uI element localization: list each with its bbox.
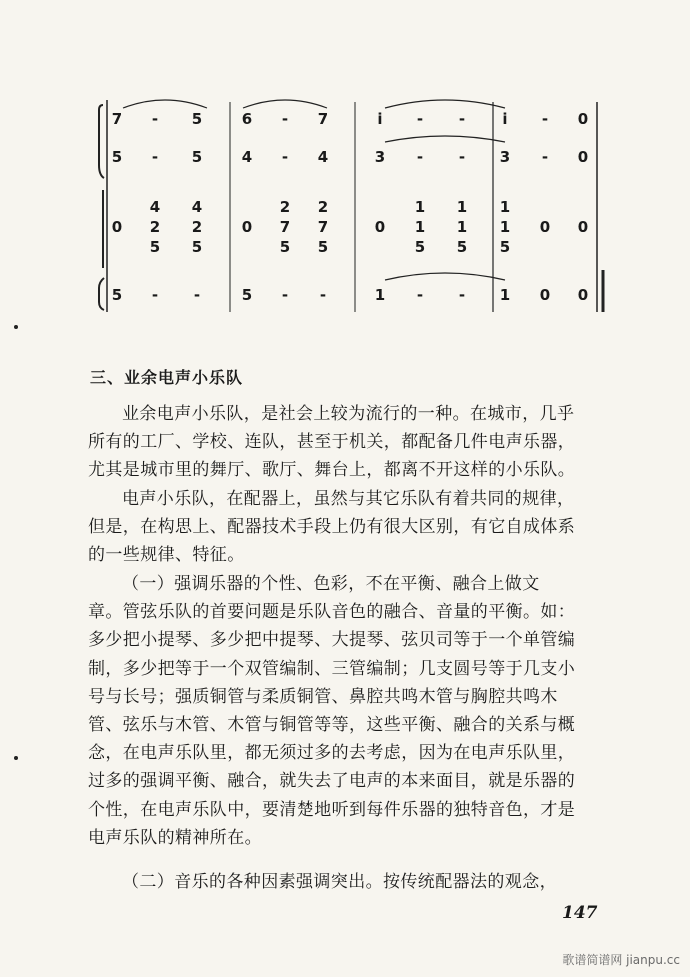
score-note: 5 — [111, 286, 123, 304]
score-note: 4 — [241, 148, 253, 166]
text-line: 过多的强调平衡、融合，就失去了电声的本来面目，就是乐器的 — [88, 771, 576, 792]
score-note: 5 — [191, 110, 203, 128]
score-note: 1 — [374, 286, 386, 304]
score-note: 2 — [317, 198, 329, 216]
score-note: - — [319, 286, 327, 304]
score-note: 5 — [414, 238, 426, 256]
score-note: 0 — [539, 218, 551, 236]
score-note: 1 — [499, 286, 511, 304]
score-note: 2 — [149, 218, 161, 236]
text-line: 的一些规律、特征。 — [88, 545, 245, 566]
score-note: - — [416, 110, 424, 128]
score-note: - — [458, 286, 466, 304]
text-line: （一）强调乐器的个性、色彩，不在平衡、融合上做文 — [122, 574, 540, 594]
text-line: 章。管弦乐队的首要问题是乐队音色的融合、音量的平衡。如： — [88, 602, 576, 623]
score-note: i — [502, 110, 508, 128]
score-note: 6 — [241, 110, 253, 128]
text-line: 所有的工厂、学校、连队，甚至于机关，都配备几件电声乐器， — [88, 432, 576, 453]
score-note: 7 — [279, 218, 291, 236]
score-note: - — [541, 148, 549, 166]
score-note: - — [281, 148, 289, 166]
score-note: - — [151, 148, 159, 166]
paragraph — [88, 570, 628, 852]
score-note: 5 — [191, 238, 203, 256]
text-line: 电声小乐队，在配器上，虽然与其它乐队有着共同的规律， — [122, 489, 575, 509]
margin-mark — [14, 325, 18, 329]
score-note: - — [281, 110, 289, 128]
score-note: 5 — [149, 238, 161, 256]
text-line: 但是，在构思上、配器技术手段上仍有很大区别，有它自成体系 — [88, 517, 576, 538]
score-note: 3 — [499, 148, 511, 166]
text-line: 念，在电声乐队里，都无须过多的去考虑，因为在电声乐队里， — [88, 743, 576, 764]
score-lines — [95, 90, 610, 315]
text-line: 业余电声小乐队，是社会上较为流行的一种。在城市，几乎 — [122, 404, 575, 424]
score-note: 1 — [456, 218, 468, 236]
score-note: - — [151, 286, 159, 304]
score-note: 1 — [499, 218, 511, 236]
score-note: 1 — [414, 198, 426, 216]
score-note: 0 — [577, 110, 589, 128]
section-heading: 三、业余电声小乐队 — [90, 368, 244, 387]
score-note: - — [416, 286, 424, 304]
score-note: 3 — [374, 148, 386, 166]
score-note: 5 — [499, 238, 511, 256]
score-note: - — [193, 286, 201, 304]
score-note: 5 — [241, 286, 253, 304]
score-note: 0 — [241, 218, 253, 236]
score-note: 5 — [279, 238, 291, 256]
score-note: 0 — [539, 286, 551, 304]
score-note: - — [458, 110, 466, 128]
paragraph — [88, 485, 628, 570]
score-note: 7 — [317, 110, 329, 128]
text-line: 尤其是城市里的舞厅、歌厅、舞台上，都离不开这样的小乐队。 — [88, 460, 576, 481]
watermark: 歌谱简谱网 jianpu.cc — [562, 953, 680, 967]
score-note: 5 — [191, 148, 203, 166]
paragraph — [88, 400, 628, 485]
margin-mark — [14, 756, 18, 760]
score-note: 0 — [577, 286, 589, 304]
score-note: 4 — [317, 148, 329, 166]
score-note: 2 — [191, 218, 203, 236]
score-note: 2 — [279, 198, 291, 216]
score-note: - — [541, 110, 549, 128]
score-note: - — [151, 110, 159, 128]
page-number: 147 — [562, 903, 598, 923]
score-note: 5 — [111, 148, 123, 166]
score-note: 0 — [577, 218, 589, 236]
score-note: i — [377, 110, 383, 128]
score-note: 4 — [149, 198, 161, 216]
score-note: 5 — [317, 238, 329, 256]
music-score — [95, 90, 610, 315]
score-note: 1 — [456, 198, 468, 216]
text-line: 制，多少把等于一个双管编制、三管编制；几支圆号等于几支小 — [88, 658, 576, 679]
score-note: 0 — [577, 148, 589, 166]
score-note: 4 — [191, 198, 203, 216]
score-note: 7 — [317, 218, 329, 236]
score-note: - — [281, 286, 289, 304]
text-line: 电声乐队的精神所在。 — [88, 827, 262, 848]
score-note: 5 — [456, 238, 468, 256]
score-note: - — [458, 148, 466, 166]
text-line: 管、弦乐与木管、木管与铜管等等，这些平衡、融合的关系与概 — [88, 714, 576, 735]
paragraph — [88, 868, 628, 896]
score-note: 1 — [414, 218, 426, 236]
text-line: 个性，在电声乐队中，要清楚地听到每件乐器的独特音色，才是 — [88, 799, 576, 820]
score-note: 1 — [499, 198, 511, 216]
text-line: 号与长号；强质铜管与柔质铜管、鼻腔共鸣木管与胸腔共鸣木 — [88, 686, 558, 707]
score-note: 7 — [111, 110, 123, 128]
score-note: - — [416, 148, 424, 166]
score-note: 0 — [374, 218, 386, 236]
score-note: 0 — [111, 218, 123, 236]
text-line: （二）音乐的各种因素强调突出。按传统配器法的观念， — [122, 872, 557, 892]
text-line: 多少把小提琴、多少把中提琴、大提琴、弦贝司等于一个单管编 — [88, 630, 576, 651]
